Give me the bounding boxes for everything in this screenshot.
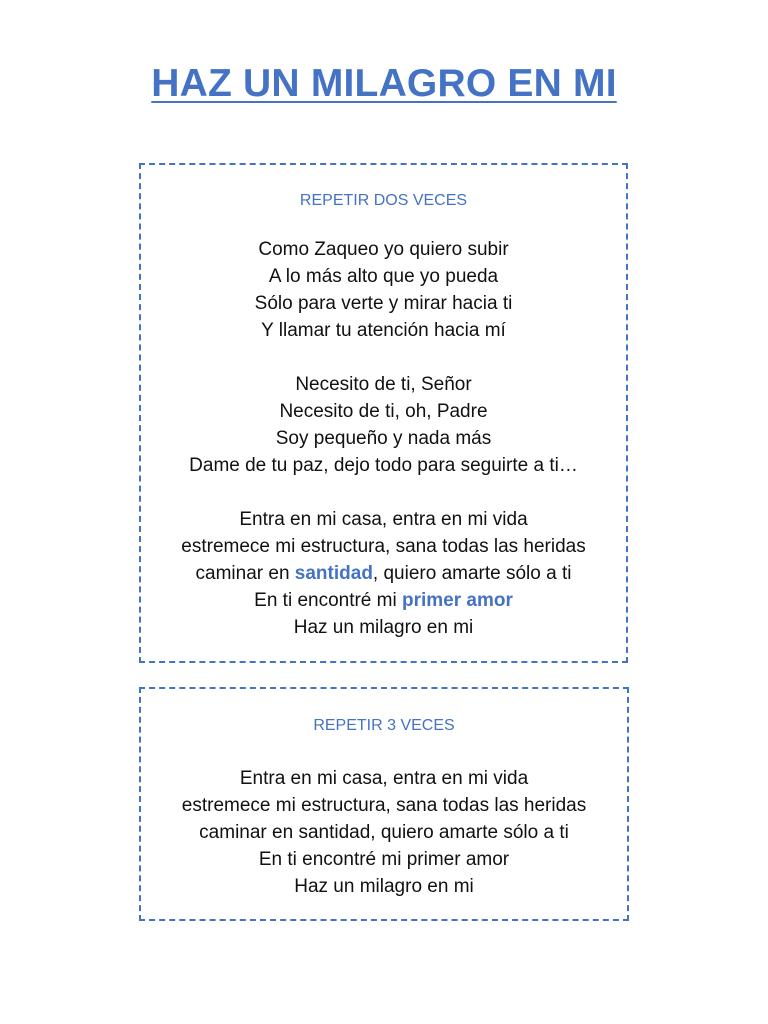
- lyric-line: [141, 587, 626, 614]
- lyric-line: Sólo para verte y mirar hacia ti: [254, 293, 513, 314]
- repeat-twice-label: REPETIR DOS VECES: [299, 192, 468, 209]
- lyric-line: estremece mi estructura, sana todas las heridas: [181, 536, 586, 557]
- prechorus-stanza: [141, 371, 626, 479]
- lyric-line: Entra en mi casa, entra en mi vida: [239, 509, 528, 530]
- highlighted-word-santidad: santidad: [294, 563, 373, 584]
- lyric-line: Dame de tu paz, dejo todo para seguirte a ti…: [189, 455, 578, 476]
- lyric-text: caminar en: [195, 563, 295, 584]
- lyric-line: Como Zaqueo yo quiero subir: [258, 239, 509, 260]
- lyric-line: Necesito de ti, Señor: [295, 374, 472, 395]
- lyric-line: En ti encontré mi primer amor: [258, 849, 510, 870]
- lyric-line: [141, 560, 626, 587]
- repeat-three-times-label: REPETIR 3 VECES: [313, 717, 455, 734]
- verse-stanza: [141, 236, 626, 344]
- repeat-twice-section: [139, 163, 628, 663]
- lyric-line: caminar en santidad, quiero amarte sólo a ti: [199, 822, 569, 843]
- page-title: HAZ UN MILAGRO EN MI: [151, 62, 617, 105]
- lyric-line: A lo más alto que yo pueda: [268, 266, 499, 287]
- chorus-stanza: [141, 765, 627, 900]
- lyric-line: Entra en mi casa, entra en mi vida: [239, 768, 529, 789]
- lyric-line: Y llamar tu atención hacia mí: [261, 320, 506, 341]
- lyric-line: Haz un milagro en mi: [294, 876, 474, 897]
- highlighted-phrase-primer-amor: primer amor: [401, 590, 513, 611]
- lyric-line: estremece mi estructura, sana todas las heridas: [181, 795, 587, 816]
- lyric-line: Soy pequeño y nada más: [275, 428, 492, 449]
- repeat-three-times-section: [139, 687, 629, 921]
- lyric-line: Necesito de ti, oh, Padre: [279, 401, 488, 422]
- lyric-text: , quiero amarte sólo a ti: [372, 563, 572, 584]
- chorus-stanza: [141, 506, 626, 641]
- lyric-line: Haz un milagro en mi: [293, 617, 474, 638]
- lyric-text: En ti encontré mi: [254, 590, 402, 611]
